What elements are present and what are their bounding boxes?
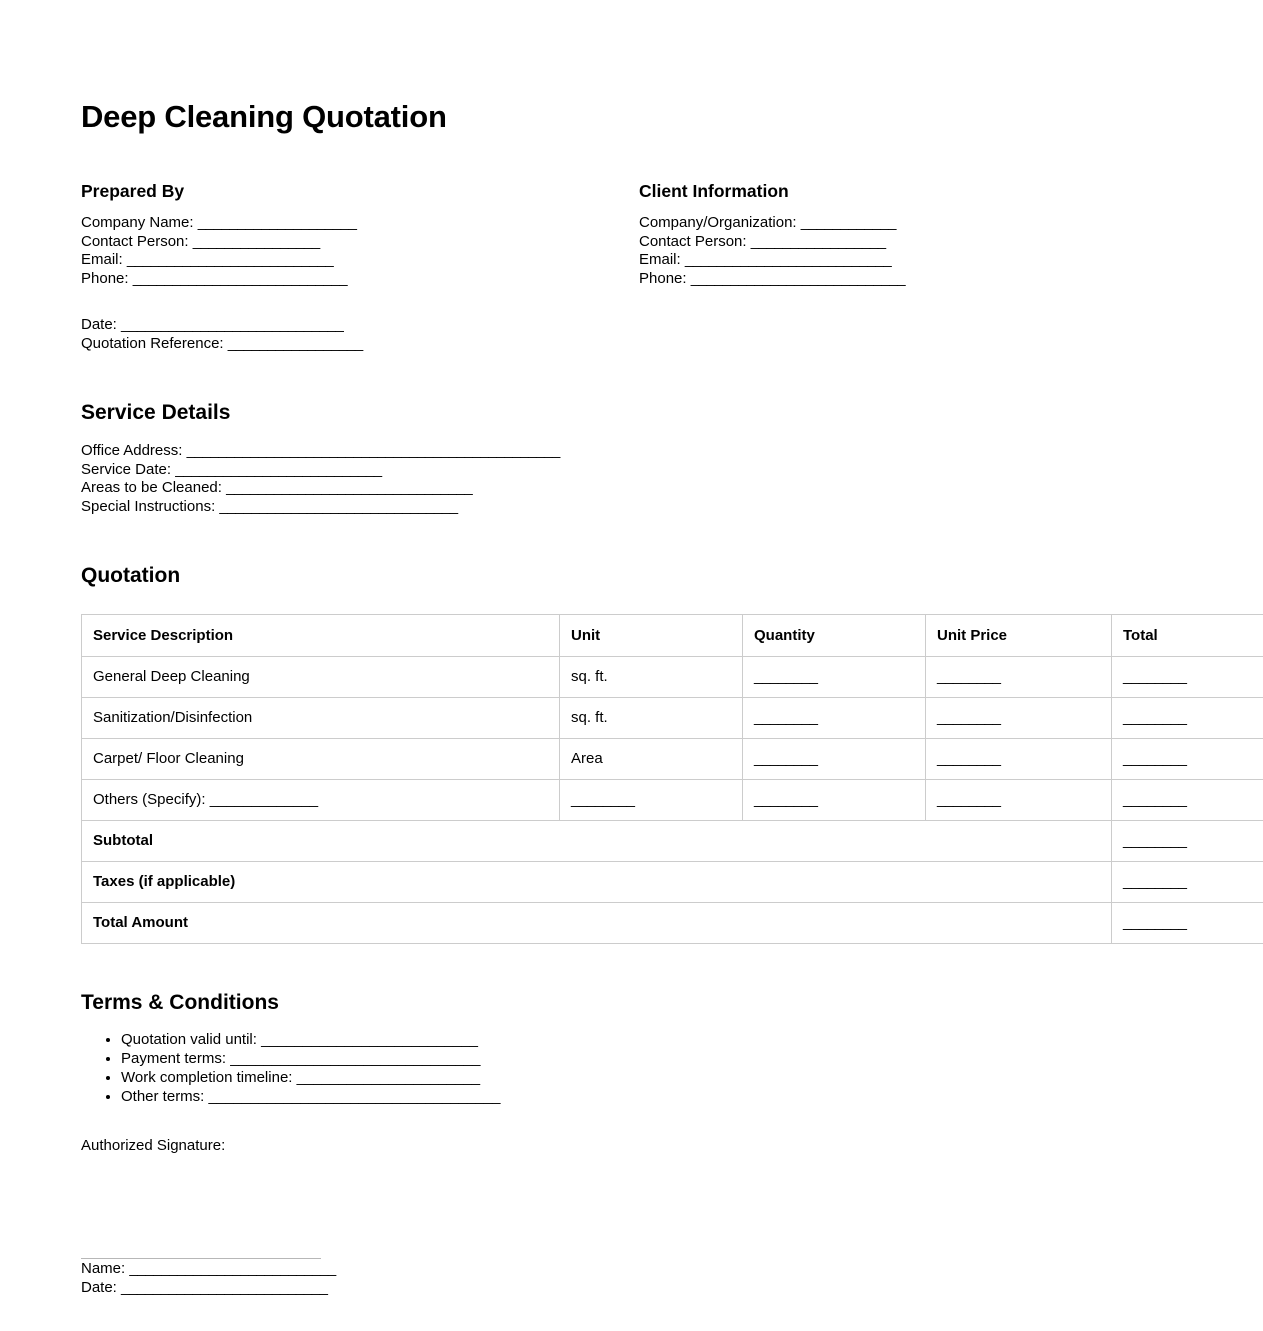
- service-details-heading: Service Details: [81, 401, 231, 425]
- value-subtotal[interactable]: ________: [1112, 821, 1263, 862]
- field-special-instructions: [81, 498, 1182, 517]
- field-email-label: Email:: [81, 251, 123, 269]
- column-header-unit-price: Unit Price: [926, 615, 1112, 657]
- field-company-name: [81, 214, 639, 233]
- field-client-email-blank[interactable]: __________________________: [684, 251, 892, 269]
- field-company-name-blank[interactable]: ____________________: [197, 214, 357, 232]
- field-contact-person: [81, 233, 639, 252]
- page-title: Deep Cleaning Quotation: [81, 99, 447, 134]
- table-row-subtotal: [82, 821, 1263, 862]
- cell-service-description: Carpet/ Floor Cleaning: [82, 739, 560, 780]
- cell-unit[interactable]: ________: [560, 780, 743, 821]
- cell-unit-price[interactable]: ________: [926, 698, 1112, 739]
- field-client-organization-label: Company/Organization:: [639, 214, 797, 232]
- authorized-signature-label: Authorized Signature:: [81, 1136, 226, 1154]
- field-client-phone-label: Phone:: [639, 269, 687, 287]
- parties-section: [81, 181, 1182, 353]
- cell-unit-price[interactable]: ________: [926, 739, 1112, 780]
- field-email-blank[interactable]: __________________________: [126, 251, 334, 269]
- field-client-organization-blank[interactable]: ____________: [800, 214, 897, 232]
- field-contact-person-blank[interactable]: ________________: [192, 232, 320, 250]
- table-row: [82, 657, 1263, 698]
- label-subtotal: Subtotal: [82, 821, 1112, 862]
- field-client-contact-person-blank[interactable]: _________________: [750, 232, 886, 250]
- column-header-unit: Unit: [560, 615, 743, 657]
- prepared-by-heading: Prepared By: [81, 181, 185, 202]
- field-email: [81, 251, 639, 270]
- field-quotation-reference-blank[interactable]: _________________: [227, 334, 363, 352]
- field-client-phone: [639, 270, 1182, 289]
- field-signature-name-blank[interactable]: __________________________: [129, 1259, 336, 1277]
- cell-unit-price[interactable]: ________: [926, 657, 1112, 698]
- field-signature-name-label: Name:: [81, 1259, 126, 1277]
- prepared-by-column: [81, 181, 639, 353]
- table-row: [82, 739, 1263, 780]
- column-header-service-description: Service Description: [82, 615, 560, 657]
- cell-unit: Area: [560, 739, 743, 780]
- field-phone-blank[interactable]: ___________________________: [132, 269, 348, 287]
- cell-quantity[interactable]: ________: [743, 698, 926, 739]
- cell-quantity[interactable]: ________: [743, 657, 926, 698]
- field-areas-to-be-cleaned-label: Areas to be Cleaned:: [81, 479, 222, 497]
- field-office-address: [81, 442, 1182, 461]
- spacer: [81, 288, 639, 316]
- field-quotation-reference-label: Quotation Reference:: [81, 334, 224, 352]
- field-client-organization: [639, 214, 1182, 233]
- field-office-address-label: Office Address:: [81, 442, 183, 460]
- table-row: [82, 698, 1263, 739]
- field-areas-to-be-cleaned: [81, 479, 1182, 498]
- field-signature-date-label: Date:: [81, 1278, 117, 1296]
- list-item[interactable]: • Quotation valid until: __________________________: [121, 1030, 1182, 1049]
- cell-total[interactable]: ________: [1112, 698, 1263, 739]
- column-header-quantity: Quantity: [743, 615, 926, 657]
- client-information-column: [639, 181, 1182, 353]
- value-total-amount[interactable]: ________: [1112, 903, 1263, 944]
- field-signature-name: [81, 1259, 1182, 1278]
- list-item[interactable]: • Payment terms: ______________________________: [121, 1049, 1182, 1068]
- cell-unit-price[interactable]: ________: [926, 780, 1112, 821]
- client-information-heading: Client Information: [639, 181, 789, 202]
- field-special-instructions-label: Special Instructions:: [81, 497, 216, 515]
- cell-service-description: General Deep Cleaning: [82, 657, 560, 698]
- label-total-amount: Total Amount: [82, 903, 1112, 944]
- field-company-name-label: Company Name:: [81, 214, 194, 232]
- list-item[interactable]: • Work completion timeline: ______________________: [121, 1068, 1182, 1087]
- document-content: [81, 0, 1187, 1297]
- field-contact-person-label: Contact Person:: [81, 232, 189, 250]
- quotation-section: [81, 563, 1187, 944]
- column-header-total: Total: [1112, 615, 1263, 657]
- value-taxes[interactable]: ________: [1112, 862, 1263, 903]
- cell-total[interactable]: ________: [1112, 780, 1263, 821]
- service-details-section: [81, 400, 1182, 516]
- field-service-date: [81, 461, 1182, 480]
- terms-heading: Terms & Conditions: [81, 991, 279, 1015]
- cell-unit: sq. ft.: [560, 657, 743, 698]
- cell-total[interactable]: ________: [1112, 739, 1263, 780]
- cell-total[interactable]: ________: [1112, 657, 1263, 698]
- field-date: [81, 316, 639, 335]
- table-header-row: [82, 615, 1263, 657]
- field-special-instructions-blank[interactable]: ______________________________: [219, 497, 458, 515]
- terms-list: [81, 1030, 1182, 1106]
- table-row-taxes: [82, 862, 1263, 903]
- field-date-label: Date:: [81, 316, 117, 334]
- cell-quantity[interactable]: ________: [743, 780, 926, 821]
- cell-unit: sq. ft.: [560, 698, 743, 739]
- field-date-blank[interactable]: ____________________________: [121, 316, 344, 334]
- cell-service-description: Sanitization/Disinfection: [82, 698, 560, 739]
- field-service-date-blank[interactable]: __________________________: [175, 460, 382, 478]
- cell-quantity[interactable]: ________: [743, 739, 926, 780]
- field-client-email-label: Email:: [639, 251, 681, 269]
- terms-section: [81, 990, 1182, 1296]
- field-phone-label: Phone:: [81, 269, 129, 287]
- field-client-email: [639, 251, 1182, 270]
- field-signature-date-blank[interactable]: __________________________: [121, 1278, 328, 1296]
- field-areas-to-be-cleaned-blank[interactable]: _______________________________: [226, 479, 473, 497]
- label-taxes: Taxes (if applicable): [82, 862, 1112, 903]
- field-service-date-label: Service Date:: [81, 460, 172, 478]
- quotation-heading: Quotation: [81, 564, 181, 588]
- field-quotation-reference: [81, 335, 639, 354]
- field-client-contact-person-label: Contact Person:: [639, 232, 747, 250]
- table-row-total-amount: [82, 903, 1263, 944]
- cell-service-description[interactable]: Others (Specify): _____________: [82, 780, 560, 821]
- field-signature-date: [81, 1278, 1182, 1297]
- quotation-table: [81, 614, 1263, 944]
- table-row: [82, 780, 1263, 821]
- field-client-contact-person: [639, 233, 1182, 252]
- field-client-phone-blank[interactable]: ___________________________: [690, 269, 906, 287]
- list-item[interactable]: • Other terms: ___________________________________: [121, 1087, 1182, 1106]
- field-office-address-blank[interactable]: _______________________________________________: [186, 442, 560, 460]
- field-phone: [81, 270, 639, 289]
